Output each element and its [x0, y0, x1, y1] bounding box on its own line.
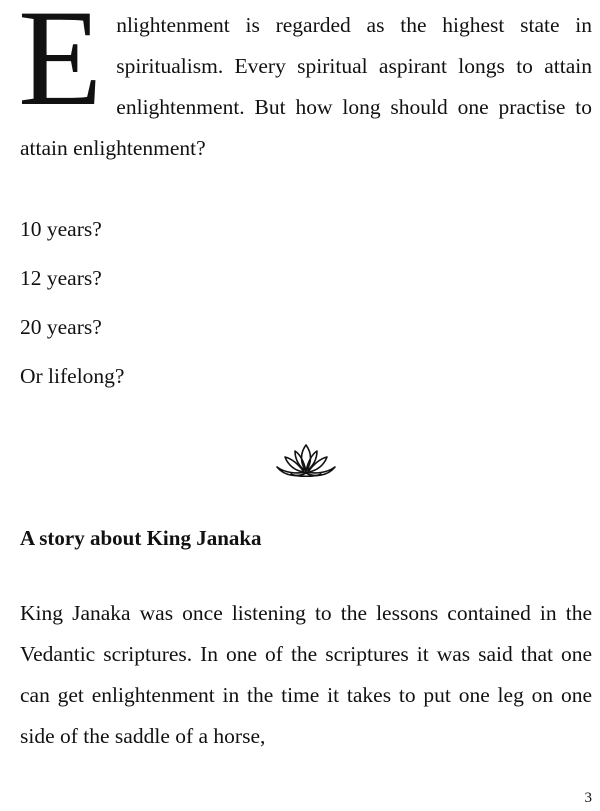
- page: [20, 0, 592, 757]
- question-item: 20 years?: [20, 315, 102, 339]
- section-heading: A story about King Janaka: [20, 526, 262, 550]
- question-item: 12 years?: [20, 266, 102, 290]
- question-list: [20, 205, 592, 401]
- drop-cap: E: [18, 0, 103, 134]
- intro-text: nlightenment is regarded as the highest state in spiritualism. Every spiritual aspirant longs to attain enlightenment. But how long should one practise to attain enlightenment?: [20, 13, 592, 160]
- question-item: Or lifelong?: [20, 364, 125, 388]
- lotus-icon: [271, 441, 341, 481]
- intro-paragraph: [20, 0, 592, 169]
- question-item: 10 years?: [20, 217, 102, 241]
- story-paragraph: King Janaka was once listening to the lessons contained in the Vedantic scriptures. In one of the scriptures it was said that one can get enlightenment in the time it takes to put one leg on one side of the saddle of a horse,: [20, 601, 592, 748]
- page-number: 3: [584, 790, 592, 806]
